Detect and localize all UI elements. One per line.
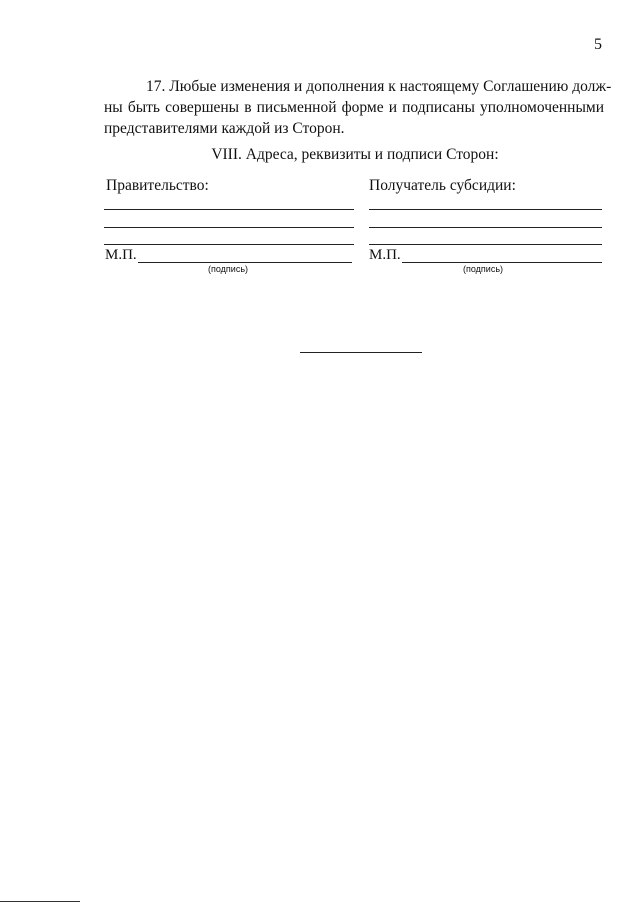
clause-line: ны быть совершены в письменной форме и подписаны уполномоченными xyxy=(104,99,604,116)
recipient-signature-line xyxy=(402,262,602,263)
clause-line: представителями каждой из Сторон. xyxy=(104,120,345,137)
footer-rule xyxy=(0,901,80,902)
page-number: 5 xyxy=(594,36,602,53)
section-heading: VIII. Адреса, реквизиты и подписи Сторон: xyxy=(211,146,499,163)
recipient-label: Получатель субсидии: xyxy=(369,177,516,194)
clause-17-paragraph xyxy=(104,76,612,139)
recipient-details-line xyxy=(369,244,602,245)
government-label: Правительство: xyxy=(106,177,209,194)
recipient-details-line xyxy=(369,227,602,228)
clause-line: 17. Любые изменения и дополнения к настоящему Соглашению долж- xyxy=(146,78,612,95)
government-details-line xyxy=(104,244,354,245)
government-details-line xyxy=(104,227,354,228)
government-stamp-label: М.П. xyxy=(105,247,137,263)
end-of-document-rule xyxy=(300,352,422,353)
recipient-stamp-label: М.П. xyxy=(369,247,401,263)
government-details-line xyxy=(104,209,354,210)
government-signature-caption: (подпись) xyxy=(208,264,249,274)
recipient-details-line xyxy=(369,209,602,210)
government-signature-line xyxy=(138,262,352,263)
recipient-signature-caption: (подпись) xyxy=(463,264,504,274)
